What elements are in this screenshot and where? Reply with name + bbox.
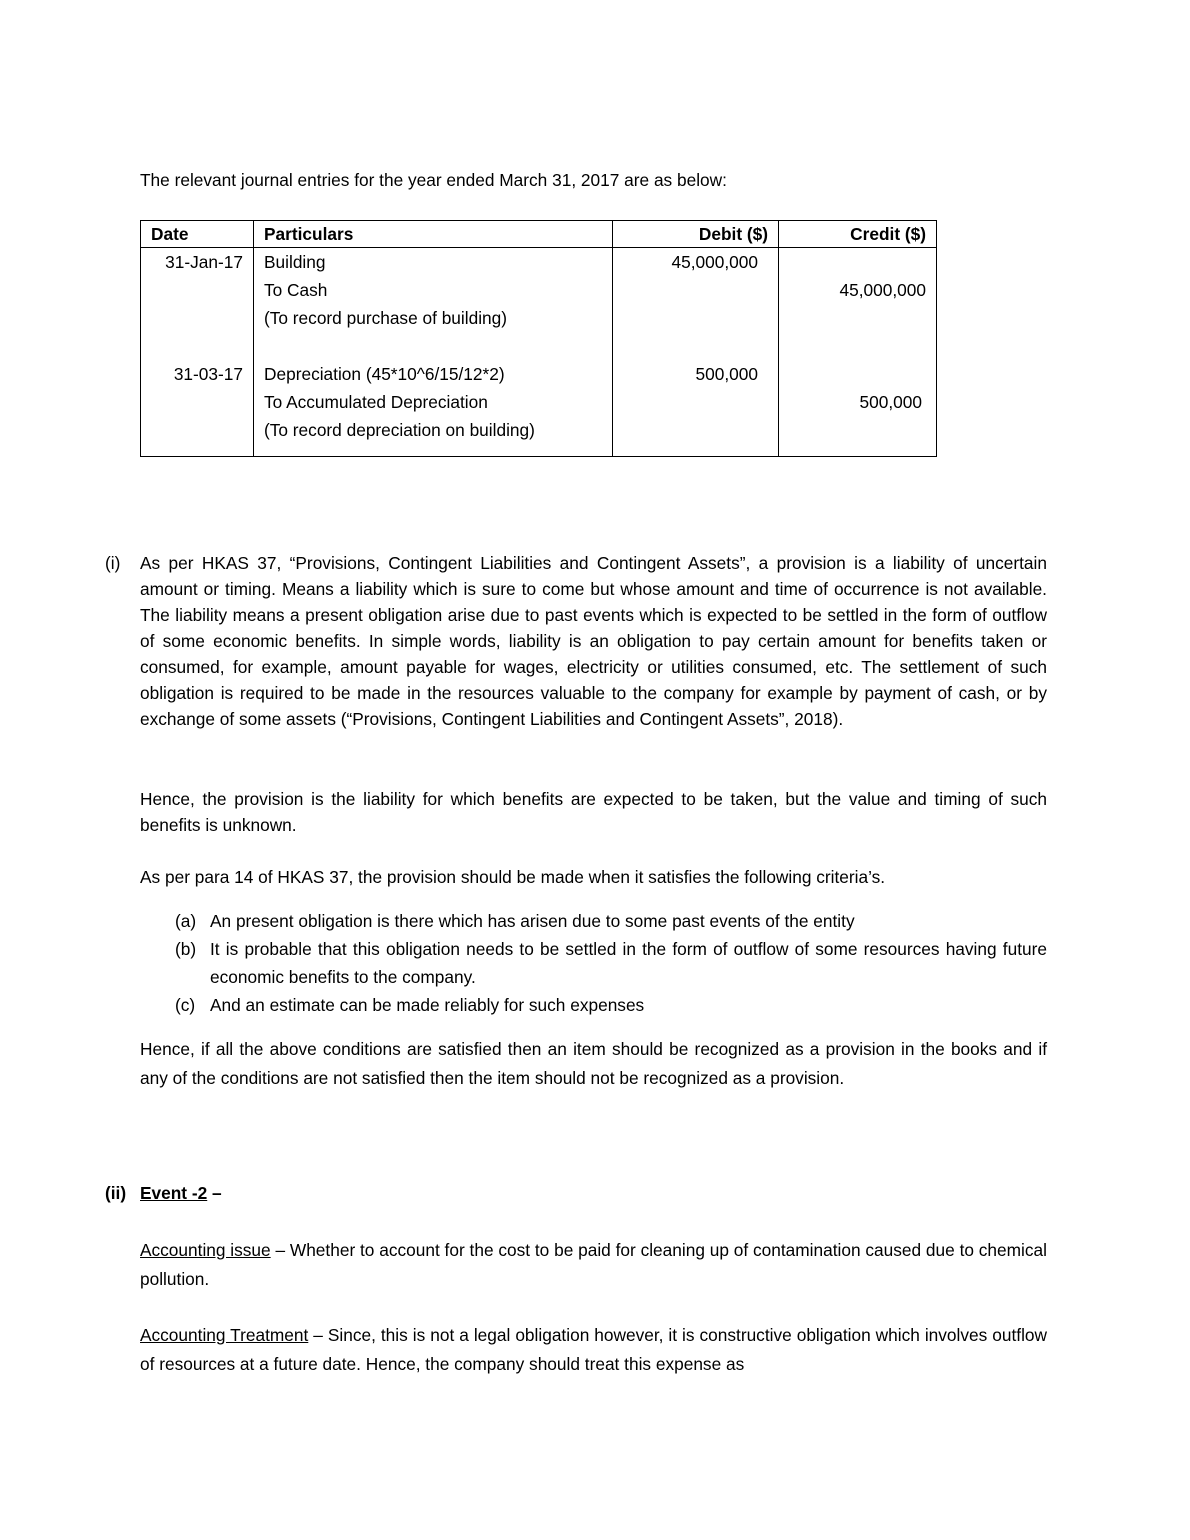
criteria-label: (b) [175,939,197,959]
particular-line: Depreciation (45*10^6/15/12*2) [264,364,505,384]
event-title: Event -2 [140,1183,208,1203]
intro-text: The relevant journal entries for the year ended March 31, 2017 are as below: [140,170,727,190]
credit-value: 500,000 [859,392,922,412]
criteria-text: And an estimate can be made reliably for such expenses [210,995,645,1015]
criteria-item-c [175,991,1047,1019]
journal-table [140,220,937,457]
header-debit: Debit ($) [613,221,779,248]
accounting-treatment-paragraph [140,1321,1047,1378]
criteria-text: It is probable that this obligation needs to be settled in the form of outflow of some resources having future economic benefits to the company. [210,939,1047,987]
event-dash: – [207,1183,222,1203]
particular-line: (To record purchase of building) [264,308,508,328]
header-particulars: Particulars [254,221,613,248]
particular-line: To Accumulated Depreciation [264,392,488,412]
accounting-treatment-label: Accounting Treatment [140,1325,309,1345]
table-header-row [141,221,937,248]
section-i-paragraph-1: As per HKAS 37, “Provisions, Contingent Liabilities and Contingent Assets”, a provision is a liability of uncertain amount or timing. Means a liability which is sure to come but whose amount and time of occurrence is not available. The liability means a present obligation arise due to past events which is expected to be settled in the form of outflow of some economic benefits. In simple words, liability is an obligation to pay certain amount for benefits taken or consumed, for example, amount payable for wages, electricity or utilities consumed, etc. The settlement of such obligation is required to be made in the resources valuable to the company for example by payment of cash, or by exchange of some assets (“Provisions, Contingent Liabilities and Contingent Assets”, 2018). [140,553,1047,729]
entry-particulars [254,248,613,361]
criteria-label: (c) [175,995,196,1015]
entry-date: 31-03-17 [141,360,254,457]
entry-debit: 45,000,000 [613,248,779,361]
accounting-treatment-text: – Since, this is not a legal obligation however, it is constructive obligation which involves outflow of resources at a future date. Hence, the company should treat this expense as [140,1325,1048,1374]
credit-value: 45,000,000 [839,280,926,300]
criteria-item-b [175,935,1047,991]
criteria-text: An present obligation is there which has arisen due to some past events of the entity [210,911,855,931]
entry-credit [779,248,937,361]
section-ii-heading [140,1180,1047,1206]
table-row [141,360,937,457]
header-credit: Credit ($) [779,221,937,248]
header-date: Date [141,221,254,248]
accounting-issue-text: – Whether to account for the cost to be paid for cleaning up of contamination caused due to chemical pollution. [140,1240,1047,1289]
section-i-paragraph-2: Hence, the provision is the liability for which benefits are expected to be taken, but the value and timing of such benefits is unknown. [140,789,1047,835]
entry-debit: 500,000 [613,360,779,457]
particular-line: Building [264,252,326,272]
table-row [141,248,937,361]
entry-credit [779,360,937,457]
entry-particulars [254,360,613,457]
accounting-issue-paragraph [140,1236,1047,1293]
accounting-issue-label: Accounting issue [140,1240,271,1260]
section-i-label: (i) [105,553,121,573]
section-i-paragraph-3: As per para 14 of HKAS 37, the provision should be made when it satisfies the following criteria’s. [140,867,886,887]
particular-line: (To record depreciation on building) [264,420,535,440]
particular-line: To Cash [264,280,328,300]
criteria-item-a [175,907,1047,935]
section-ii-label: (ii) [105,1183,127,1203]
entry-date: 31-Jan-17 [141,248,254,361]
criteria-label: (a) [175,911,197,931]
section-i-paragraph-4: Hence, if all the above conditions are satisfied then an item should be recognized as a provision in the books and if any of the conditions are not satisfied then the item should not be recognized as a provision. [140,1039,1047,1088]
